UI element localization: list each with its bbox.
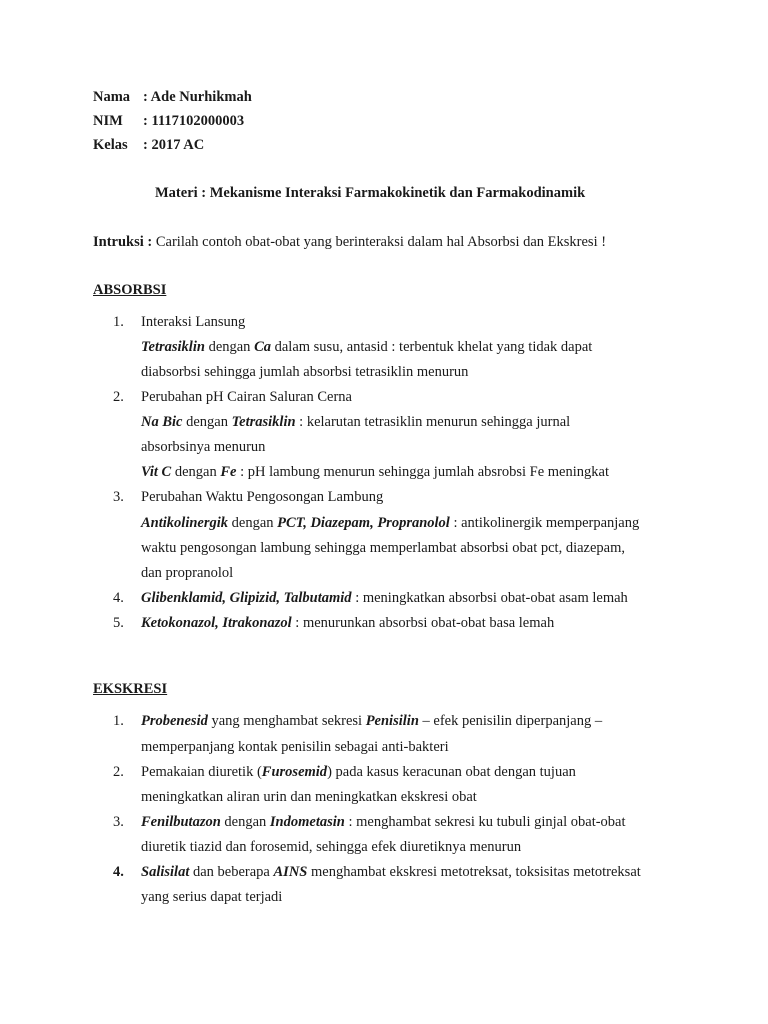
text: : menghambat sekresi ku tubuli ginjal obat-obat [344, 814, 626, 830]
drug-name: Indometasin [269, 814, 345, 830]
absorbsi-item-1-line-2: diabsorbsi sehingga jumlah absorbsi tetrasiklin menurun [141, 364, 469, 380]
ekskresi-item-2-line-2: meningkatkan aliran urin dan meningkatkan ekskresi obat [141, 789, 477, 805]
drug-name: Tetrasiklin [141, 339, 205, 355]
list-number: 4. [113, 864, 124, 880]
drug-name: Glibenklamid, Glipizid, Talbutamid [141, 590, 352, 606]
drug-name: Fenilbutazon [141, 814, 221, 830]
drug-name: PCT, Diazepam, Propranolol [277, 515, 450, 531]
nama-label: Nama [93, 89, 131, 105]
list-number: 5. [113, 615, 124, 631]
absorbsi-item-2-line-3 [141, 463, 609, 481]
list-number: 2. [113, 389, 124, 405]
text: ) pada kasus keracunan obat dengan tujuan [327, 764, 576, 780]
list-number: 3. [113, 489, 124, 505]
absorbsi-item-4 [113, 589, 628, 607]
text: yang menghambat sekresi [207, 713, 366, 729]
drug-name: Ketokonazol, Itrakonazol [141, 615, 292, 631]
text: : kelarutan tetrasiklin menurun sehingga jurnal [295, 414, 571, 430]
list-item-title: Interaksi Lansung [141, 314, 246, 330]
text: – efek penisilin diperpanjang – [418, 713, 603, 729]
document-title: Materi : Mekanisme Interaksi Farmakokinetik dan Farmakodinamik [155, 185, 586, 201]
list-number: 1. [113, 314, 124, 330]
text: : pH lambung menurun sehingga jumlah absrobsi Fe meningkat [236, 464, 609, 480]
drug-name: Furosemid [261, 764, 328, 780]
nama-value: : Ade Nurhikmah [143, 89, 252, 105]
drug-name: Vit C [141, 464, 172, 480]
instruction-label: Intruksi : [93, 234, 153, 250]
drug-name: Ca [254, 339, 271, 355]
drug-name: Na Bic [141, 414, 183, 430]
text: dengan [171, 464, 221, 480]
drug-name: Salisilat [141, 864, 190, 880]
text: dengan [220, 814, 270, 830]
ekskresi-item-2-line-1 [113, 763, 576, 781]
ekskresi-item-4-line-1 [113, 863, 641, 881]
text: dan beberapa [189, 864, 274, 880]
ekskresi-item-3-line-2: diuretik tiazid dan forosemid, sehingga efek diuretiknya menurun [141, 839, 522, 855]
absorbsi-item-3-line-2: waktu pengosongan lambung sehingga memperlambat absorbsi obat pct, diazepam, [141, 540, 626, 556]
list-number: 1. [113, 713, 124, 729]
absorbsi-item-2-line-1 [141, 413, 570, 431]
text: dengan [182, 414, 232, 430]
drug-name: Penisilin [365, 713, 419, 729]
text: : menurunkan absorbsi obat-obat basa lemah [291, 615, 555, 631]
absorbsi-item-1-line-1 [141, 338, 592, 356]
nim-value: : 1117102000003 [143, 113, 245, 129]
text: : antikolinergik memperpanjang [449, 515, 640, 531]
instruction-text: Carilah contoh obat-obat yang berinteraksi dalam hal Absorbsi dan Ekskresi ! [152, 234, 607, 250]
nama-row [93, 88, 252, 106]
list-number: 4. [113, 590, 124, 606]
absorbsi-item-2-title [113, 388, 352, 406]
text: Pemakaian diuretik ( [141, 764, 262, 780]
nim-row [93, 112, 244, 130]
list-number: 2. [113, 764, 124, 780]
text: dalam susu, antasid : terbentuk khelat yang tidak dapat [270, 339, 593, 355]
absorbsi-item-3-line-1 [141, 514, 639, 532]
absorbsi-item-3-line-3: dan propranolol [141, 565, 234, 581]
absorbsi-item-2-line-2: absorbsinya menurun [141, 439, 266, 455]
text: dengan [228, 515, 278, 531]
instruction [93, 233, 606, 251]
drug-name: Tetrasiklin [231, 414, 296, 430]
text: dengan [204, 339, 255, 355]
kelas-label: Kelas [93, 137, 128, 153]
absorbsi-item-1-title [113, 313, 245, 331]
absorbsi-item-5 [113, 614, 554, 632]
ekskresi-item-1-line-2: memperpanjang kontak penisilin sebagai anti-bakteri [141, 739, 449, 755]
text: : meningkatkan absorbsi obat-obat asam lemah [351, 590, 628, 606]
absorbsi-item-3-title [113, 488, 383, 506]
text: menghambat ekskresi metotreksat, toksisitas metotreksat [307, 864, 641, 880]
list-item-title: Perubahan pH Cairan Saluran Cerna [141, 389, 352, 405]
section-heading-absorbsi: ABSORBSI [93, 282, 167, 298]
kelas-value: : 2017 AC [143, 137, 205, 153]
section-heading-ekskresi: EKSKRESI [93, 681, 168, 697]
drug-name: Fe [220, 464, 237, 480]
ekskresi-item-1-line-1 [113, 712, 602, 730]
list-item-title: Perubahan Waktu Pengosongan Lambung [141, 489, 384, 505]
ekskresi-item-4-line-2: yang serius dapat terjadi [141, 889, 283, 905]
ekskresi-item-3-line-1 [113, 813, 626, 831]
drug-name: Antikolinergik [141, 515, 229, 531]
kelas-row [93, 136, 204, 154]
nim-label: NIM [93, 113, 123, 129]
list-number: 3. [113, 814, 124, 830]
drug-name: Probenesid [141, 713, 208, 729]
drug-name: AINS [273, 864, 308, 880]
